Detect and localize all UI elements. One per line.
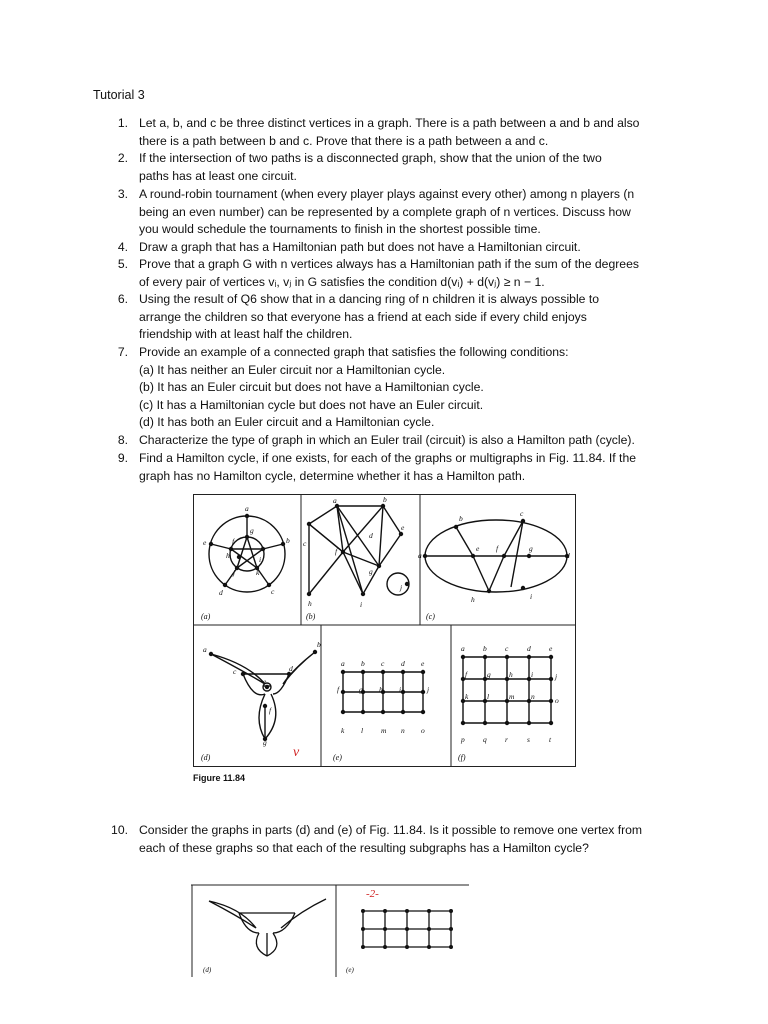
question-8: [108, 432, 683, 450]
question-line: Prove that a graph G with n vertices always has a Hamiltonian path if the sum of the degrees: [139, 257, 639, 271]
question-line: Using the result of Q6 show that in a dancing ring of n children it is always possible to: [139, 292, 599, 306]
vertex-label: d: [219, 588, 223, 597]
vertex: [461, 721, 465, 725]
question-line: graph has no Hamilton cycle, determine whether it has a Hamilton path.: [139, 468, 526, 483]
vertex-label: a: [333, 496, 337, 505]
question-line: Provide an example of a connected graph that satisfies the following conditions:: [139, 345, 569, 359]
question-line: there is a path between b and c. Prove that there is a path between a and c.: [139, 133, 549, 148]
vertex: [341, 710, 345, 714]
vertex: [549, 721, 553, 725]
vertex-label: l: [361, 726, 364, 735]
panel-label: (d): [201, 753, 211, 762]
vertex-label: f: [465, 670, 468, 679]
vertex-label: h: [379, 685, 383, 694]
vertex-label: n: [531, 692, 535, 701]
vertex: [549, 699, 553, 703]
vertex-label: f: [269, 706, 272, 715]
vertex-label: i: [399, 685, 402, 694]
vertex: [381, 710, 385, 714]
question-number: 1.: [117, 116, 128, 130]
question-4: [108, 239, 683, 257]
question-7: [108, 344, 683, 432]
vertex-label: k: [256, 568, 260, 577]
vertex-label: h: [471, 595, 475, 604]
question-line: arrange the children so that everyone has a friend at each side if every child enjoys: [139, 309, 587, 324]
red-annotation-2: -2-: [366, 888, 379, 900]
question-5: [108, 256, 683, 291]
vertex-label: i: [530, 592, 533, 601]
figure-caption: Figure 11.84: [193, 773, 246, 783]
vertex: [549, 655, 553, 659]
vertex-label: c: [233, 667, 237, 676]
vertex-label: d: [369, 531, 373, 540]
page-title: Tutorial 3: [93, 88, 145, 102]
vertex: [421, 670, 425, 674]
vertex-label: b: [286, 536, 290, 545]
vertex-label: c: [520, 509, 524, 518]
question-line: A round-robin tournament (when every player plays against every other) among n players (n: [139, 187, 635, 201]
vertex-label: j: [555, 672, 558, 681]
vertex-label: a: [418, 551, 422, 560]
vertex-label: g: [529, 544, 533, 553]
vertex-label: b: [317, 640, 321, 649]
vertex-label: b: [459, 514, 463, 523]
vertex-label: o: [555, 696, 559, 705]
question-number: 5.: [117, 257, 128, 271]
vertex-label: a: [461, 644, 465, 653]
question-line: (b) It has an Euler circuit but does not have a Hamiltonian cycle.: [139, 380, 484, 395]
question-line: Find a Hamilton cycle, if one exists, for each of the graphs or multigraphs in Fig. 11.84. If the: [139, 451, 636, 465]
vertex-label: a: [203, 645, 207, 654]
vertex-label: o: [421, 726, 425, 735]
vertex-label: c: [271, 587, 275, 596]
small-label-e: (e): [346, 966, 354, 974]
question-line: you would schedule the tournaments to finish in the shortest possible time.: [139, 222, 541, 237]
vertex-label: g: [359, 685, 363, 694]
vertex-label: g: [369, 567, 373, 576]
question-number: 6.: [117, 292, 128, 306]
question-line: If the intersection of two paths is a disconnected graph, show that the union of the two: [139, 151, 602, 165]
vertex-label: m: [381, 726, 387, 735]
question-number: 10.: [111, 823, 128, 837]
panel-label: (f): [458, 753, 466, 762]
vertex-label: g: [250, 526, 254, 535]
vertex-label: n: [401, 726, 405, 735]
vertex-label: q: [483, 735, 487, 744]
vertex: [421, 710, 425, 714]
vertex-label: h: [226, 551, 230, 560]
figure-11-84: [193, 494, 576, 767]
vertex-label: i: [531, 670, 534, 679]
vertex-label: d: [566, 551, 570, 560]
vertex-label: i: [360, 600, 363, 609]
question-line: (c) It has a Hamiltonian cycle but does not have an Euler circuit.: [139, 397, 484, 412]
graph-c: [425, 520, 567, 592]
vertex-label: g: [487, 670, 491, 679]
vertex: [483, 721, 487, 725]
graph-a: [209, 516, 285, 592]
question-9: [108, 450, 683, 485]
vertex-label: i: [259, 555, 262, 564]
vertex-label: f: [337, 685, 340, 694]
vertex-label: b: [483, 644, 487, 653]
vertex: [341, 690, 345, 694]
question-6: [108, 291, 683, 344]
vertex-label: k: [341, 726, 345, 735]
question-3: [108, 186, 683, 239]
question-number: 2.: [117, 151, 128, 165]
vertex: [483, 655, 487, 659]
small-label-d: (d): [203, 966, 212, 974]
vertex: [505, 655, 509, 659]
vertex: [401, 670, 405, 674]
question-line: each of these graphs so that each of the resulting subgraphs has a Hamilton cycle?: [139, 840, 589, 855]
vertex-label: f: [496, 544, 499, 553]
graph-b: [309, 506, 409, 595]
question-line: of every pair of vertices vᵢ, vⱼ in G satisfies the condition d(vᵢ) + d(vⱼ) ≥ n − 1.: [139, 274, 545, 289]
vertex-label: r: [505, 735, 508, 744]
vertex-label: p: [461, 735, 465, 744]
vertex-label: b: [383, 495, 387, 504]
vertex-label: k: [465, 692, 469, 701]
question-number: 3.: [117, 187, 128, 201]
vertex: [505, 721, 509, 725]
question-2: [108, 150, 683, 185]
question-line: (a) It has neither an Euler circuit nor a Hamiltonian cycle.: [139, 362, 446, 377]
question-line: Characterize the type of graph in which an Euler trail (circuit) is also a Hamilton path (cycle).: [139, 433, 635, 447]
panel-label: (a): [201, 612, 211, 621]
vertex: [421, 690, 425, 694]
vertex-label: e: [421, 659, 425, 668]
vertex-label: h: [509, 670, 513, 679]
question-line: friendship with at least half the children.: [139, 327, 353, 342]
vertex-label: b: [361, 659, 365, 668]
vertex-label: t: [549, 735, 552, 744]
vertex: [341, 670, 345, 674]
vertex: [461, 655, 465, 659]
vertex-label: j: [400, 583, 403, 592]
question-1: [108, 115, 683, 150]
vertex-label: a: [245, 504, 249, 513]
vertex-label: l: [487, 692, 490, 701]
vertex-label: f: [335, 547, 338, 556]
vertex-label: j: [427, 685, 430, 694]
question-number: 7.: [117, 345, 128, 359]
graph-f: [461, 655, 553, 725]
vertex-label: f: [232, 537, 235, 546]
vertex: [401, 690, 405, 694]
vertex-label: m: [509, 692, 515, 701]
question-number: 4.: [117, 240, 128, 254]
graph-e: [341, 670, 425, 714]
question-line: Consider the graphs in parts (d) and (e) of Fig. 11.84. Is it possible to remove one vertex from: [139, 823, 643, 837]
vertex: [401, 710, 405, 714]
question-line: Let a, b, and c be three distinct vertices in a graph. There is a path between a and b and also: [139, 116, 640, 130]
vertex: [361, 670, 365, 674]
vertex-label: g: [263, 738, 267, 747]
vertex-label: e: [476, 544, 480, 553]
question-number: 8.: [117, 433, 128, 447]
question-line: Draw a graph that has a Hamiltonian path but does not have a Hamiltonian circuit.: [139, 240, 581, 254]
question-10: [108, 822, 683, 857]
vertex-label: e: [263, 677, 267, 686]
graph-d: [211, 652, 315, 739]
panel-label: (e): [333, 753, 342, 762]
vertex: [527, 721, 531, 725]
vertex: [361, 710, 365, 714]
vertex-label: a: [341, 659, 345, 668]
vertex-label: d: [401, 659, 405, 668]
question-line: (d) It has both an Euler circuit and a Hamiltonian cycle.: [139, 415, 435, 430]
vertex-label: d: [527, 644, 531, 653]
question-line: being an even number) can be represented by a complete graph of n vertices. Discuss how: [139, 204, 631, 219]
vertex-label: d: [289, 664, 293, 673]
red-annotation: v: [293, 745, 300, 760]
vertex: [527, 655, 531, 659]
question-line: paths has at least one circuit.: [139, 168, 297, 183]
vertex-label: s: [527, 735, 530, 744]
vertex-label: c: [381, 659, 385, 668]
panel-label: (b): [306, 612, 316, 621]
panel-label: (c): [426, 612, 435, 621]
vertex-label: e: [549, 644, 553, 653]
vertex-label: e: [401, 523, 405, 532]
vertex-label: c: [303, 539, 307, 548]
figure-d-e-small: [191, 883, 469, 977]
vertex-label: e: [203, 538, 207, 547]
vertex-label: h: [308, 599, 312, 608]
question-number: 9.: [117, 451, 128, 465]
vertex-label: c: [505, 644, 509, 653]
vertex: [381, 670, 385, 674]
vertex-label: j: [233, 568, 236, 577]
vertex: [549, 677, 553, 681]
